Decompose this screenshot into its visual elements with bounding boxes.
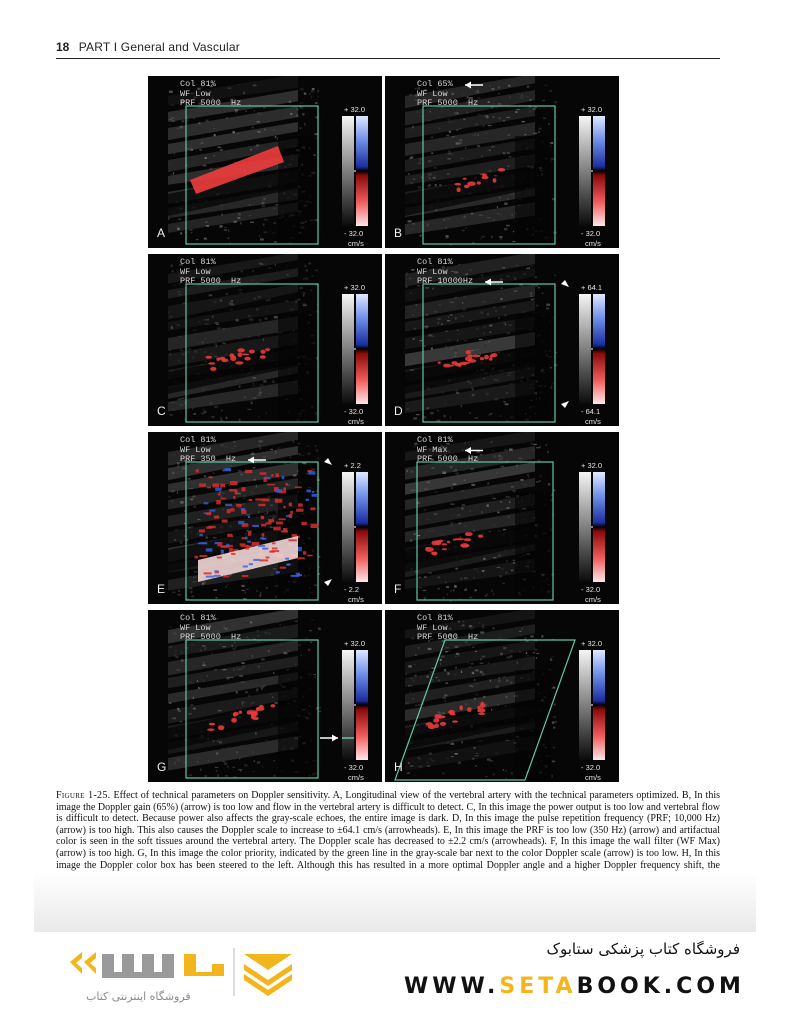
figure-caption: [56, 790, 720, 883]
chevron-logo-icon: [70, 952, 96, 974]
scale-max-label: + 32.0: [581, 639, 603, 648]
settings-readout: Col 81% WF Low PRF 5000 Hz: [180, 79, 242, 108]
settings-readout: Col 81% WF Low PRF 10000Hz: [417, 257, 474, 286]
ultrasound-panel-h: [385, 610, 619, 782]
scale-units-label: cm/s: [585, 595, 601, 604]
scale-units-label: cm/s: [348, 239, 364, 248]
scale-units-label: cm/s: [585, 417, 601, 426]
footer-gradient: [34, 872, 756, 932]
panel-label: H: [394, 760, 403, 774]
scale-max-label: + 64.1: [581, 283, 603, 292]
part-title: PART I General and Vascular: [78, 40, 240, 54]
shop-title: فروشگاه کتاب پزشکی ستابوک: [546, 940, 740, 958]
settings-readout: Col 81% WF Low PRF 5000 Hz: [180, 613, 242, 642]
panel-label: F: [394, 582, 402, 596]
book-icon: [244, 954, 292, 996]
figure-label: Figure 1-25.: [56, 790, 111, 801]
scale-units-label: cm/s: [585, 239, 601, 248]
brand-tagline: فروشگاه اینترنتی کتاب: [86, 990, 191, 1003]
ultrasound-panel-f: [385, 432, 619, 604]
panel-label: G: [157, 760, 167, 774]
scale-min-label: - 64.1: [581, 407, 601, 416]
scale-min-label: - 32.0: [581, 763, 601, 772]
panel-label: C: [157, 404, 166, 418]
ultrasound-panel-g: [148, 610, 382, 782]
scale-units-label: cm/s: [348, 773, 364, 782]
scale-min-label: - 32.0: [344, 763, 364, 772]
scale-units-label: cm/s: [348, 417, 364, 426]
settings-readout: Col 81% WF Low PRF 350 Hz: [180, 435, 237, 464]
scale-min-label: - 32.0: [581, 229, 601, 238]
scale-max-label: + 32.0: [344, 639, 366, 648]
panel-label: B: [394, 226, 403, 240]
scale-min-label: - 2.2: [344, 585, 360, 594]
scale-max-label: + 2.2: [344, 461, 361, 470]
scale-min-label: - 32.0: [344, 407, 364, 416]
scale-min-label: - 32.0: [344, 229, 364, 238]
settings-readout: Col 81% WF Max PRF 5000 Hz: [417, 435, 479, 464]
scale-max-label: + 32.0: [344, 283, 366, 292]
ultrasound-panel-b: [385, 76, 619, 248]
website-url[interactable]: WWW.SETABOOK.COM: [404, 974, 745, 999]
settings-readout: Col 65% WF Low PRF 5000 Hz: [417, 79, 479, 108]
scale-max-label: + 32.0: [581, 105, 603, 114]
scale-min-label: - 32.0: [581, 585, 601, 594]
panel-label: E: [157, 582, 166, 596]
ultrasound-panel-c: [148, 254, 382, 426]
panel-label: D: [394, 404, 403, 418]
ultrasound-panel-d: [385, 254, 619, 426]
settings-readout: Col 81% WF Low PRF 5000 Hz: [180, 257, 242, 286]
page-header: [56, 40, 720, 59]
ultrasound-panel-a: [148, 76, 382, 248]
scale-max-label: + 32.0: [581, 461, 603, 470]
scale-units-label: cm/s: [585, 773, 601, 782]
settings-readout: Col 81% WF Low PRF 5000 Hz: [417, 613, 479, 642]
panel-label: A: [157, 226, 166, 240]
scale-units-label: cm/s: [348, 595, 364, 604]
page-number: 18: [56, 40, 70, 54]
caption-text: Effect of technical parameters on Doppler sensitivity. A, Longitudinal view of the vertebral artery with the technical parameters optimized. B, In this image the Doppler gain (65%) (arrow) is too low and flow in the vertebral artery is difficult to detect. C, In this image the power output is too low and vertebral flow is difficult to detect. Because power also affects the gray-scale echoes, the entire image is dark. D, In this image the pulse repetition frequency (PRF; 10,000 Hz) (arrow) is too high. This also causes the Doppler scale to increase to ±64.1 cm/s (arrowheads). E, In this image the PRF is too low (350 Hz) (arrow) and artifactual color is seen in the soft tissues around the vertebral artery. The Doppler scale has decreased to ±2.2 cm/s (arrowheads). F, In this image the wall filter (WF Max) (arrow) is too high. G, In this image the color priority, indicated by the green line in the gray-scale bar next to the color Doppler scale (arrow) is too low. H, In this image the Doppler color box has been steered to the left. Although this has resulted in a more optimal Doppler angle and a higher Doppler frequency shift, the: [56, 790, 720, 871]
scale-max-label: + 32.0: [344, 105, 366, 114]
ultrasound-panel-e: [148, 432, 382, 604]
